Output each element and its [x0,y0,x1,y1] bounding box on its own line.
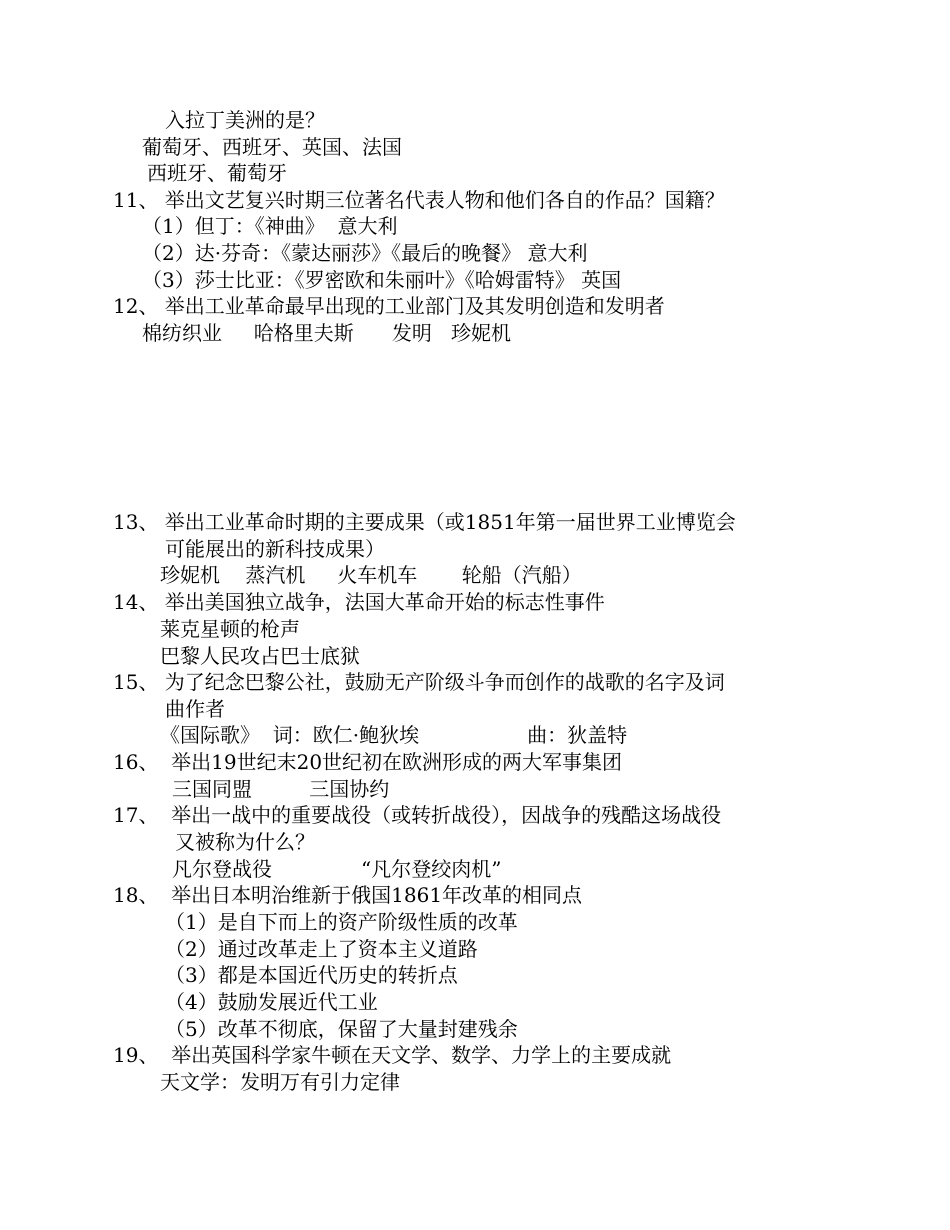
question-11: 11、 举出文艺复兴时期三位著名代表人物和他们各自的作品？国籍？ [113,188,725,212]
answer-line: （1）是自下而上的资产阶级性质的改革 [165,910,518,934]
question-18: 18、 举出日本明治维新于俄国1861年改革的相同点 [113,883,583,907]
question-12: 12、 举出工业革命最早出现的工业部门及其发明创造和发明者 [113,294,665,318]
text-line: 入拉丁美洲的是？ [165,108,325,132]
question-19: 19、 举出英国科学家牛顿在天文学、数学、力学上的主要成就 [113,1043,672,1067]
answer-line: 三国同盟 三国协约 [172,777,390,801]
answer-line: 莱克星顿的枪声 [160,617,300,641]
answer-line: （3）都是本国近代历史的转折点 [165,963,458,987]
answer-line: 天文学：发明万有引力定律 [160,1070,400,1094]
answer-line: 《国际歌》 词：欧仁·鲍狄埃 曲：狄盖特 [160,723,628,747]
answer-line: 巴黎人民攻占巴士底狱 [160,644,360,668]
answer-line: 西班牙、葡萄牙 [147,161,287,185]
answer-line: （5）改革不彻底，保留了大量封建残余 [165,1017,518,1041]
answer-line: （4）鼓励发展近代工业 [165,990,378,1014]
answer-line: （2）达·芬奇：《蒙达丽莎》《最后的晚餐》 意大利 [142,241,588,265]
answer-line: （2）通过改革走上了资本主义道路 [165,937,478,961]
question-continuation: 又被称为什么？ [175,830,315,854]
question-continuation: 曲作者 [165,697,225,721]
answer-line: 凡尔登战役 “凡尔登绞肉机” [172,857,502,881]
answer-line: 棉纺织业 哈格里夫斯 发明 珍妮机 [142,321,512,345]
question-15: 15、 为了纪念巴黎公社，鼓励无产阶级斗争而创作的战歌的名字及词 [113,670,725,694]
answer-line: （1）但丁：《神曲》 意大利 [142,214,398,238]
question-17: 17、 举出一战中的重要战役（或转折战役），因战争的残酷这场战役 [113,803,722,827]
answer-line: （3）莎士比亚：《罗密欧和朱丽叶》《哈姆雷特》 英国 [142,268,622,292]
question-continuation: 可能展出的新科技成果） [165,537,385,561]
question-13: 13、 举出工业革命时期的主要成果（或1851年第一届世界工业博览会 [113,510,736,534]
answer-line: 葡萄牙、西班牙、英国、法国 [142,135,402,159]
question-14: 14、 举出美国独立战争，法国大革命开始的标志性事件 [113,590,605,614]
question-16: 16、 举出19世纪末20世纪初在欧洲形成的两大军事集团 [113,750,623,774]
answer-line: 珍妮机 蒸汽机 火车机车 轮船（汽船） [160,563,582,587]
